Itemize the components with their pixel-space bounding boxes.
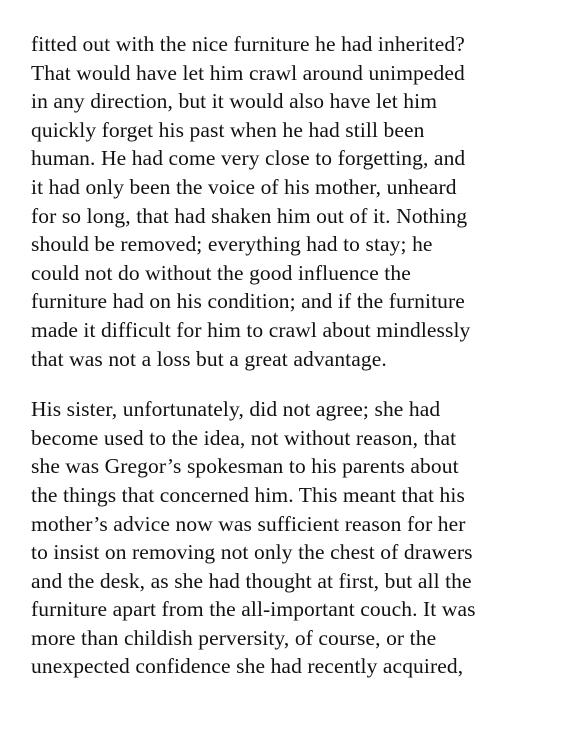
text-line: more than childish perversity, of course, or the — [31, 625, 437, 650]
text-line: in any direction, but it would also have let him — [31, 89, 438, 114]
text-line: she was Gregor’s spokesman to his parents about — [31, 454, 459, 479]
text-line: the things that concerned him. This meant that his — [31, 482, 465, 507]
text-line: His sister, unfortunately, did not agree; she had — [31, 397, 441, 422]
text-line: that was not a loss but a great advantage. — [31, 346, 387, 371]
text-line: fitted out with the nice furniture he had inherited? — [31, 32, 465, 56]
text-line: human. He had come very close to forgetting, and — [31, 146, 466, 171]
text-line: made it difficult for him to crawl about mindlessly — [31, 317, 471, 342]
text-line: mother’s advice now was sufficient reason for her — [31, 511, 466, 536]
text-line: should be removed; everything had to stay; he — [31, 232, 433, 257]
text-line: could not do without the good influence the — [31, 260, 411, 285]
text-line: That would have let him crawl around unimpeded — [31, 60, 465, 85]
text-line: it had only been the voice of his mother, unheard — [31, 174, 457, 199]
text-line: for so long, that had shaken him out of it. Nothing — [31, 203, 468, 228]
text-line: furniture apart from the all-important couch. It was — [31, 597, 476, 622]
text-line: to insist on removing not only the chest of drawers — [31, 540, 473, 565]
text-line: and the desk, as she had thought at first, but all the — [31, 568, 472, 593]
paragraph-1 — [31, 30, 579, 373]
text-line: furniture had on his condition; and if the furniture — [31, 289, 465, 314]
text-line: quickly forget his past when he had still been — [31, 117, 425, 142]
text-line: unexpected confidence she had recently acquired, — [31, 654, 464, 679]
paragraph-spacer — [31, 373, 579, 395]
document-page — [31, 30, 579, 681]
paragraph-2 — [31, 395, 579, 681]
text-line: become used to the idea, not without reason, that — [31, 425, 457, 450]
